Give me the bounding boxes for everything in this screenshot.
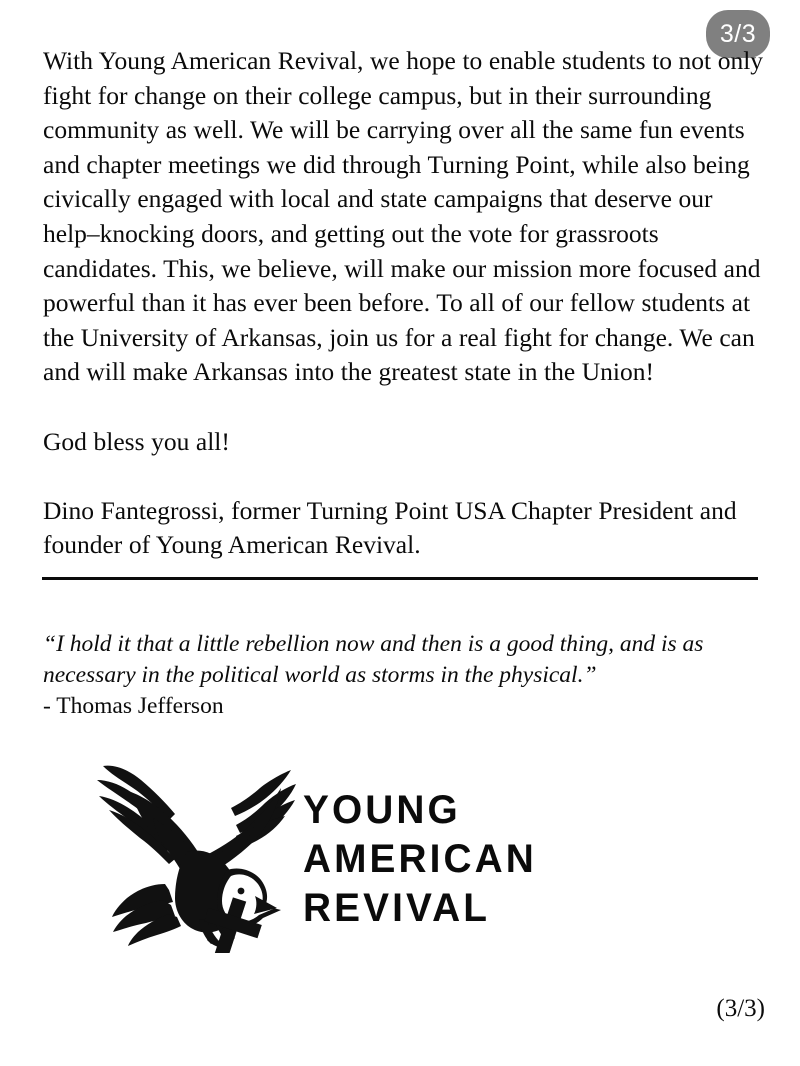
logo-line-revival: REVIVAL (303, 886, 491, 930)
logo-line-young: YOUNG (303, 788, 461, 832)
section-divider (42, 577, 758, 580)
eagle-with-cross-logo-icon (95, 748, 300, 953)
logo-line-american: AMERICAN (303, 837, 537, 881)
horizontal-rule (42, 577, 758, 580)
document-body (43, 44, 767, 563)
closing-line: God bless you all! (43, 426, 230, 456)
body-paragraph: With Young American Revival, we hope to enable students to not only fight for change on their college campus, but in their surrounding community as well. We will be carrying over all the same fun events and chapter meetings we did through Turning Point, while also being civically engaged with local and state campaigns that deserve our help–knocking doors, and getting out the vote for grassroots candidates. This, we believe, will make our mission more focused and powerful than it has ever been before. To all of our fellow students at the University of Arkansas, join us for a real fight for change. We can and will make Arkansas into the greatest state in the Union! (43, 46, 764, 387)
quote-text: “I hold it that a little rebellion now and then is a good thing, and is as necessary in the political world as storms in the physical.” (43, 631, 704, 688)
signature-block: Dino Fantegrossi, former Turning Point USA Chapter President and founder of Young American Revival. (43, 495, 737, 560)
pull-quote (43, 629, 767, 722)
page-indicator-badge: 3/3 (706, 10, 770, 58)
logo-wordmark (303, 786, 653, 933)
organization-logo (95, 748, 655, 953)
footer-page-number: (3/3) (716, 995, 765, 1022)
quote-attribution: - Thomas Jefferson (43, 693, 224, 719)
